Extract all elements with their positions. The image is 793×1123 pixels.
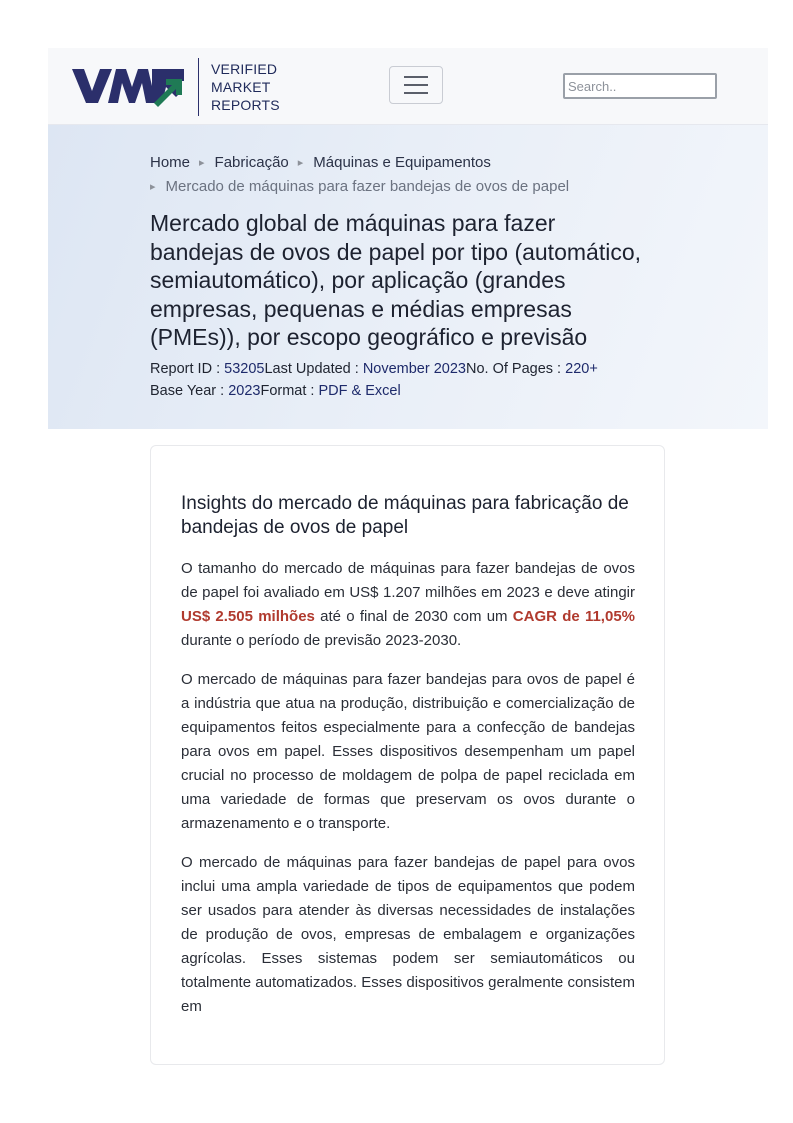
hamburger-icon-bar xyxy=(404,76,428,78)
insights-heading: Insights do mercado de máquinas para fabricação de bandejas de ovos de papel xyxy=(181,493,629,538)
report-hero xyxy=(48,125,768,429)
updated-label: Last Updated : xyxy=(264,360,363,377)
breadcrumb-fabricacao[interactable]: Fabricação xyxy=(214,154,289,171)
report-id-label: Report ID : xyxy=(150,360,225,377)
hamburger-icon-bar xyxy=(404,84,428,86)
vmr-logo-icon xyxy=(72,67,184,107)
site-header xyxy=(48,48,768,125)
p1-text-c: durante o período de previsão 2023-2030. xyxy=(181,632,462,649)
page-frame xyxy=(48,48,768,429)
logo-divider xyxy=(198,58,199,116)
logo-wordmark xyxy=(211,60,280,114)
base-year-label: Base Year : xyxy=(150,382,229,399)
chevron-right-icon: ▸ xyxy=(199,157,205,169)
updated-value: November 2023 xyxy=(362,360,466,377)
p1-text-b: até o final de 2030 com um xyxy=(314,608,513,625)
site-logo[interactable] xyxy=(72,57,280,117)
pages-value: 220+ xyxy=(565,360,598,377)
breadcrumb-current: Mercado de máquinas para fazer bandejas de ovos de papel xyxy=(165,178,570,195)
market-value-highlight: US$ 2.505 milhões xyxy=(181,608,315,625)
breadcrumb-home[interactable]: Home xyxy=(150,154,191,171)
chevron-right-icon: ▸ xyxy=(297,157,304,169)
report-id-value: 53205 xyxy=(224,360,265,377)
search-input[interactable] xyxy=(563,73,717,99)
insights-paragraph-1 xyxy=(181,557,635,653)
insights-paragraph-3: O mercado de máquinas para fazer bandejas de papel para ovos inclui uma ampla variedade de tipos de equipamentos que podem ser usados para atender às diversas necessidades de instalações de produção de ovos, empresas de embalagem e organizações agrícolas. Esses sistemas podem ser semiautomáticos ou totalmente automatizados. Esses dispositivos geralmente consistem em xyxy=(181,854,635,1015)
cagr-highlight: CAGR de 11,05% xyxy=(512,608,636,625)
breadcrumb xyxy=(150,151,650,199)
page-title: Mercado global de máquinas para fazer bandejas de ovos de papel por tipo (automático, semiautomático), por aplicação (grandes empresas, pequenas e médias empresas (PMEs)), por escopo geográfico e previsão xyxy=(150,210,641,350)
breadcrumb-maquinas[interactable]: Máquinas e Equipamentos xyxy=(313,154,491,171)
insights-paragraph-2: O mercado de máquinas para fazer bandejas para ovos de papel é a indústria que atua na produção, distribuição e comercialização de equipamentos feitos especialmente para a confecção de bandejas para ovos em papel. Esses dispositivos desempenham um papel crucial no processo de moldagem de polpa de papel reciclada em uma variedade de formas que preservam os ovos durante o armazenamento e o transporte. xyxy=(181,671,635,832)
logo-line-3: REPORTS xyxy=(211,97,280,113)
hamburger-icon-bar xyxy=(404,92,428,94)
pages-label: No. Of Pages : xyxy=(465,360,566,377)
format-value: PDF & Excel xyxy=(318,382,401,399)
report-meta xyxy=(150,358,650,402)
logo-line-2: MARKET xyxy=(211,79,271,95)
logo-line-1: VERIFIED xyxy=(211,61,278,77)
insights-card xyxy=(150,445,665,1065)
chevron-right-icon: ▸ xyxy=(150,181,156,193)
base-year-value: 2023 xyxy=(228,382,261,399)
p1-text-a: O tamanho do mercado de máquinas para fazer bandejas de ovos de papel foi avaliado em US$ 1.207 milhões em 2023 e deve atingir xyxy=(181,560,635,601)
format-label: Format : xyxy=(260,382,319,399)
hamburger-menu-button[interactable] xyxy=(389,66,443,104)
